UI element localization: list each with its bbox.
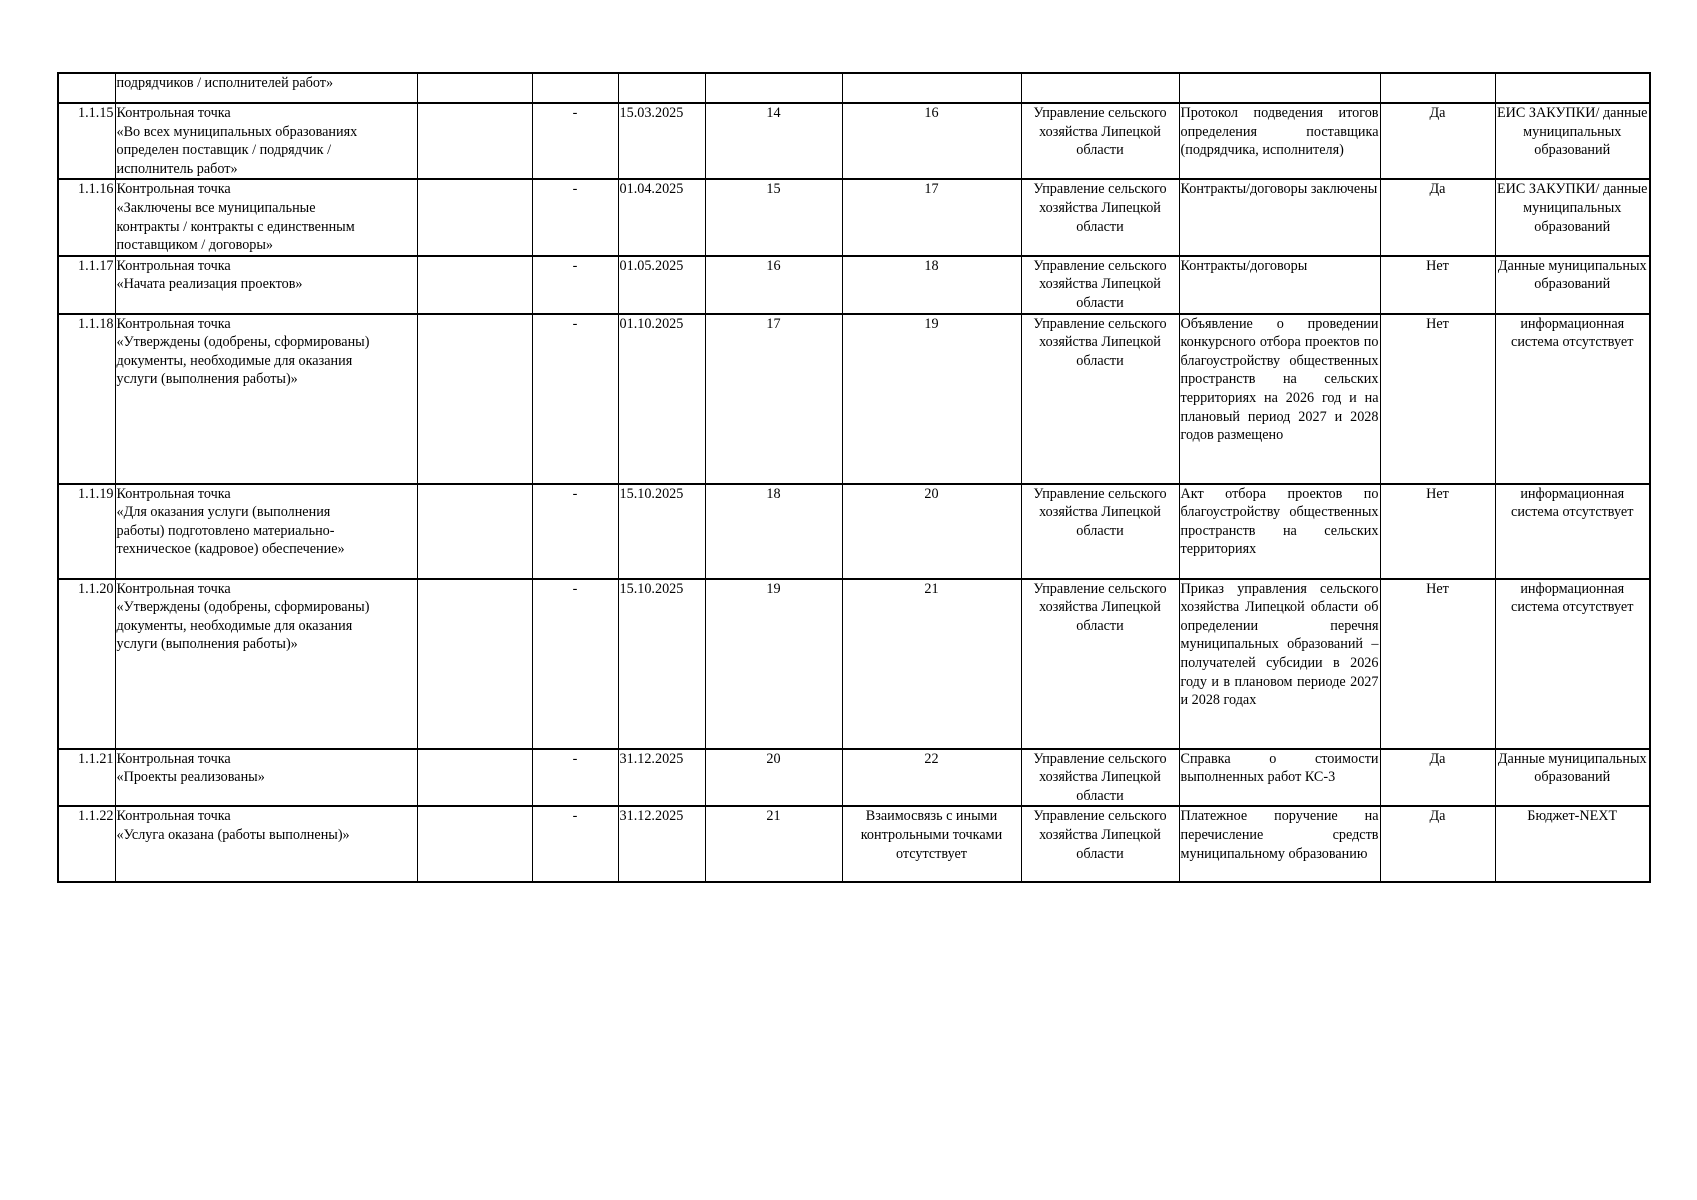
table-row xyxy=(58,484,1650,579)
predecessor: 14 xyxy=(705,103,842,179)
due-date: 15.10.2025 xyxy=(618,579,705,749)
successor: 22 xyxy=(842,749,1021,807)
information-system: информационная система отсутствует xyxy=(1495,484,1650,579)
successor xyxy=(842,73,1021,103)
table-row xyxy=(58,314,1650,484)
table-body xyxy=(58,73,1650,882)
control-point-name xyxy=(115,314,417,484)
control-point-text: «Утверждены (одобрены, сформированы) документы, необходимые для оказания услуги (выполнения работы)» xyxy=(116,599,370,653)
control-point-title: Контрольная точка xyxy=(116,257,231,274)
control-point-text: «Начата реализация проектов» xyxy=(116,276,303,293)
due-date xyxy=(618,73,705,103)
empty-cell xyxy=(417,179,532,255)
base-value: - xyxy=(532,179,618,255)
approval-flag: Да xyxy=(1380,179,1495,255)
base-value: - xyxy=(532,103,618,179)
predecessor xyxy=(705,73,842,103)
row-number xyxy=(58,73,115,103)
approval-flag: Нет xyxy=(1380,256,1495,314)
predecessor: 15 xyxy=(705,179,842,255)
row-number: 1.1.15 xyxy=(58,103,115,179)
responsible-org: Управление сельского хозяйства Липецкой области xyxy=(1021,103,1179,179)
due-date: 15.10.2025 xyxy=(618,484,705,579)
successor: 20 xyxy=(842,484,1021,579)
control-point-name xyxy=(115,484,417,579)
control-point-name xyxy=(115,103,417,179)
responsible-org: Управление сельского хозяйства Липецкой области xyxy=(1021,579,1179,749)
control-point-text: «Услуга оказана (работы выполнены)» xyxy=(116,826,350,843)
predecessor: 16 xyxy=(705,256,842,314)
successor: 16 xyxy=(842,103,1021,179)
due-date: 01.04.2025 xyxy=(618,179,705,255)
due-date: 01.05.2025 xyxy=(618,256,705,314)
row-number: 1.1.20 xyxy=(58,579,115,749)
information-system: информационная система отсутствует xyxy=(1495,579,1650,749)
empty-cell xyxy=(417,73,532,103)
base-value: - xyxy=(532,256,618,314)
empty-cell xyxy=(417,103,532,179)
responsible-org xyxy=(1021,73,1179,103)
information-system: ЕИС ЗАКУПКИ/ данные муниципальных образований xyxy=(1495,103,1650,179)
due-date: 31.12.2025 xyxy=(618,806,705,882)
table-row xyxy=(58,579,1650,749)
control-point-title: Контрольная точка xyxy=(116,105,231,121)
base-value: - xyxy=(532,484,618,579)
table-row xyxy=(58,806,1650,882)
empty-cell xyxy=(417,749,532,807)
table-row xyxy=(58,73,1650,103)
predecessor: 21 xyxy=(705,806,842,882)
approval-flag xyxy=(1380,73,1495,103)
row-number: 1.1.21 xyxy=(58,749,115,807)
control-point-text: «Утверждены (одобрены, сформированы) документы, необходимые для оказания услуги (выполнения работы)» xyxy=(116,334,370,388)
confirming-document: Платежное поручение на перечисление средств муниципальному образованию xyxy=(1179,806,1380,882)
control-points-table xyxy=(57,72,1651,883)
control-point-text: «Для оказания услуги (выполнения работы) подготовлено материально- техническое (кадровое) обеспечение» xyxy=(116,504,345,558)
information-system: Бюджет-NEXT xyxy=(1495,806,1650,882)
approval-flag: Нет xyxy=(1380,579,1495,749)
information-system: ЕИС ЗАКУПКИ/ данные муниципальных образований xyxy=(1495,179,1650,255)
due-date: 31.12.2025 xyxy=(618,749,705,807)
control-point-title: Контрольная точка xyxy=(116,580,231,597)
control-point-name xyxy=(115,749,417,807)
control-point-title: Контрольная точка xyxy=(116,808,231,825)
row-number: 1.1.19 xyxy=(58,484,115,579)
empty-cell xyxy=(417,579,532,749)
confirming-document: Объявление о проведении конкурсного отбора проектов по благоустройству общественных пространств на сельских территориях на 2026 год и на плановый период 2027 и 2028 годов размещено xyxy=(1179,314,1380,484)
control-point-name xyxy=(115,579,417,749)
row-number: 1.1.22 xyxy=(58,806,115,882)
table-row xyxy=(58,103,1650,179)
row-number: 1.1.16 xyxy=(58,179,115,255)
confirming-document: Приказ управления сельского хозяйства Липецкой области об определении перечня муниципальных образований – получателей субсидии в 2026 году и в плановом периоде 2027 и 2028 годах xyxy=(1179,579,1380,749)
control-point-text: подрядчиков / исполнителей работ» xyxy=(116,75,334,91)
empty-cell xyxy=(417,256,532,314)
table-row xyxy=(58,179,1650,255)
control-point-title: Контрольная точка xyxy=(116,315,231,332)
confirming-document: Акт отбора проектов по благоустройству общественных пространств на сельских территориях xyxy=(1179,484,1380,579)
table-row xyxy=(58,749,1650,807)
control-point-name xyxy=(115,73,417,103)
empty-cell xyxy=(417,314,532,484)
information-system: Данные муниципальных образований xyxy=(1495,256,1650,314)
information-system: Данные муниципальных образований xyxy=(1495,749,1650,807)
base-value xyxy=(532,73,618,103)
predecessor: 18 xyxy=(705,484,842,579)
row-number: 1.1.18 xyxy=(58,314,115,484)
responsible-org: Управление сельского хозяйства Липецкой области xyxy=(1021,256,1179,314)
control-point-title: Контрольная точка xyxy=(116,181,231,198)
successor: 21 xyxy=(842,579,1021,749)
control-point-text: «Проекты реализованы» xyxy=(116,769,265,786)
control-point-name xyxy=(115,179,417,255)
control-point-title: Контрольная точка xyxy=(116,750,231,767)
responsible-org: Управление сельского хозяйства Липецкой области xyxy=(1021,749,1179,807)
predecessor: 17 xyxy=(705,314,842,484)
row-number: 1.1.17 xyxy=(58,256,115,314)
table-row xyxy=(58,256,1650,314)
information-system xyxy=(1495,73,1650,103)
control-point-name xyxy=(115,806,417,882)
predecessor: 20 xyxy=(705,749,842,807)
approval-flag: Нет xyxy=(1380,314,1495,484)
base-value: - xyxy=(532,314,618,484)
empty-cell xyxy=(417,806,532,882)
control-point-text: «Во всех муниципальных образованиях определен поставщик / подрядчик / исполнитель работ» xyxy=(116,123,358,177)
confirming-document: Контракты/договоры заключены xyxy=(1179,179,1380,255)
responsible-org: Управление сельского хозяйства Липецкой области xyxy=(1021,806,1179,882)
responsible-org: Управление сельского хозяйства Липецкой области xyxy=(1021,179,1179,255)
due-date: 01.10.2025 xyxy=(618,314,705,484)
approval-flag: Да xyxy=(1380,806,1495,882)
due-date: 15.03.2025 xyxy=(618,103,705,179)
base-value: - xyxy=(532,749,618,807)
successor: 18 xyxy=(842,256,1021,314)
confirming-document: Справка о стоимости выполненных работ КС-3 xyxy=(1179,749,1380,807)
confirming-document: Контракты/договоры xyxy=(1179,256,1380,314)
responsible-org: Управление сельского хозяйства Липецкой области xyxy=(1021,314,1179,484)
approval-flag: Нет xyxy=(1380,484,1495,579)
approval-flag: Да xyxy=(1380,749,1495,807)
successor: 19 xyxy=(842,314,1021,484)
successor: Взаимосвязь с иными контрольными точками отсутствует xyxy=(842,806,1021,882)
confirming-document xyxy=(1179,73,1380,103)
empty-cell xyxy=(417,484,532,579)
confirming-document: Протокол подведения итогов определения поставщика (подрядчика, исполнителя) xyxy=(1179,103,1380,179)
approval-flag: Да xyxy=(1380,103,1495,179)
control-point-name xyxy=(115,256,417,314)
base-value: - xyxy=(532,579,618,749)
base-value: - xyxy=(532,806,618,882)
successor: 17 xyxy=(842,179,1021,255)
control-point-text: «Заключены все муниципальные контракты / контракты с единственным поставщиком / договоры» xyxy=(116,199,355,254)
information-system: информационная система отсутствует xyxy=(1495,314,1650,484)
responsible-org: Управление сельского хозяйства Липецкой области xyxy=(1021,484,1179,579)
control-point-title: Контрольная точка xyxy=(116,485,231,502)
predecessor: 19 xyxy=(705,579,842,749)
